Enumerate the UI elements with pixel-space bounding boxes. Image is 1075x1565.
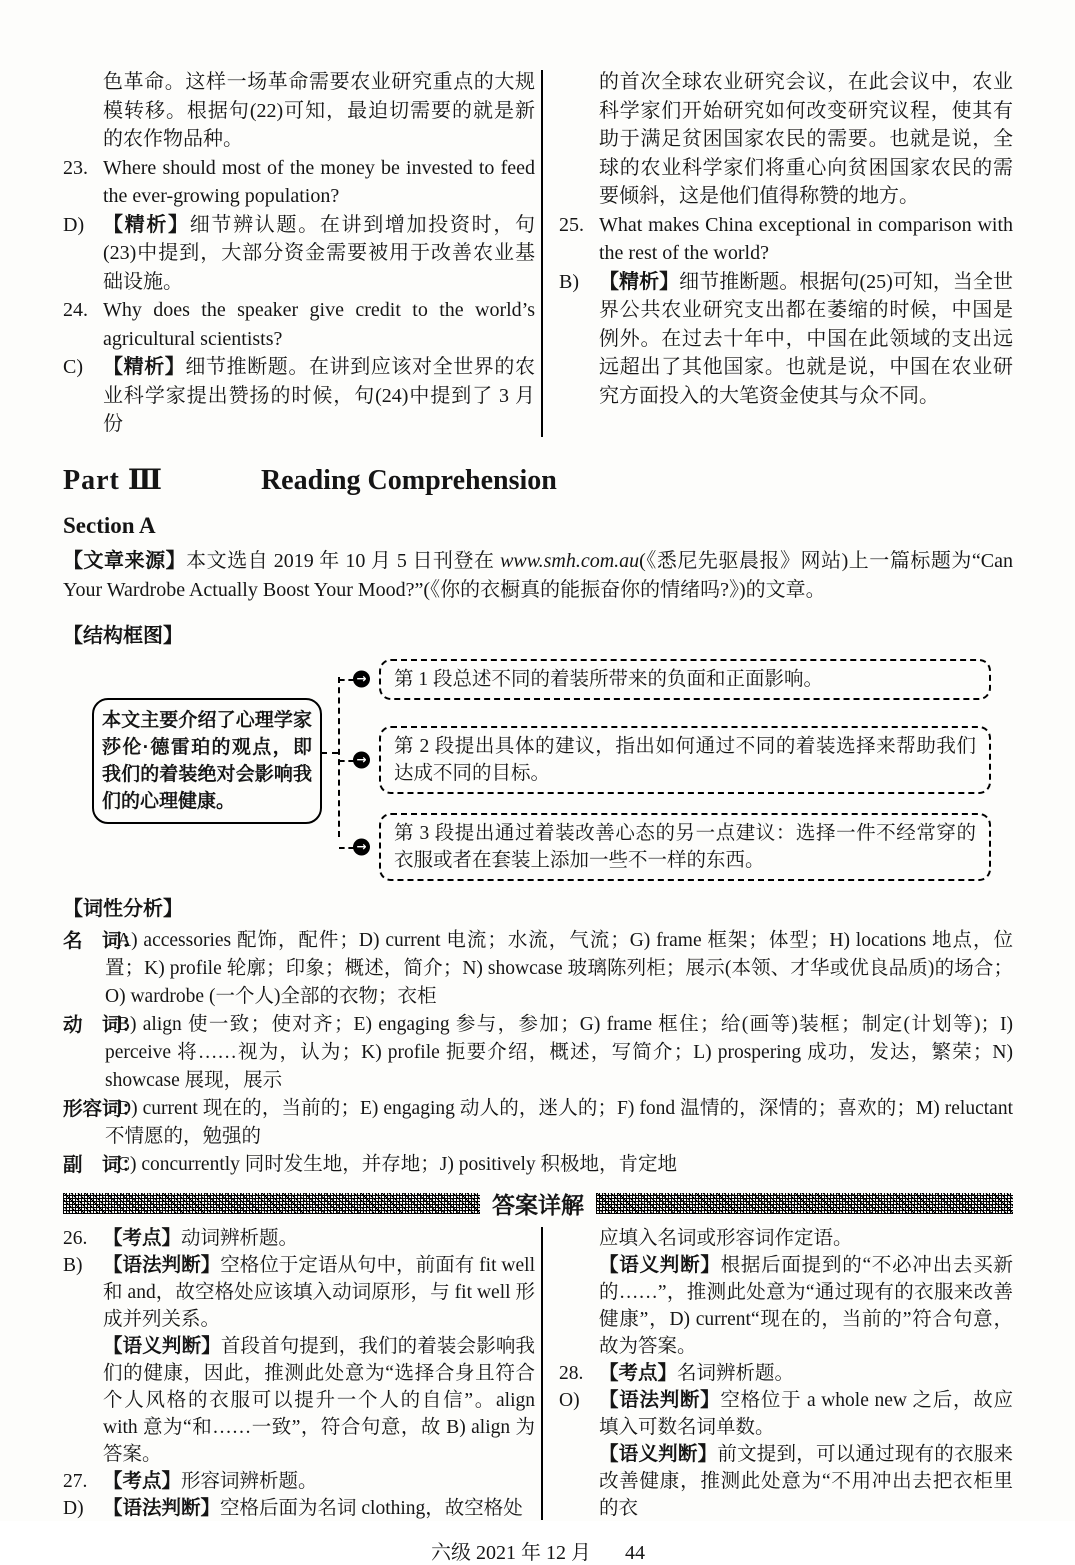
answer-paragraph: [63, 1495, 535, 1522]
item-number: C): [63, 356, 83, 378]
paragraph-text: 首段首句提到，我们的着装会影响我们的健康，因此，推测此处意为“选择合身且符合个人风格的衣服可以提升一个人的自信”。align with 意为“和……一致”，符合句意，故 B) align 为答案。: [103, 1335, 535, 1465]
pos-tag: 【词性分析】: [63, 897, 183, 920]
paragraph-text: 的首次全球农业研究会议，在此会议中，农业科学家们开始研究如何改变研究议程，使其有助于满足贫困国家农民的需要。也就是说，全球的农业科学家们将重心向贫困国家农民的需要倾斜，这是他们值得称赞的地方。: [599, 71, 1013, 207]
answer-paragraph: [63, 1468, 535, 1495]
paragraph-text: What makes China exceptional in comparison with the rest of the world?: [599, 213, 1013, 264]
answer-paragraph: [63, 353, 535, 439]
paragraph-text: 细节推断题。在讲到应该对全世界的农业科学家提出赞扬的时候，句(24)中提到了 3 月份: [103, 356, 536, 435]
footer-text: 六级 2021 年 12 月: [431, 1541, 591, 1564]
pos-text: D) current 现在的，当前的；E) engaging 动人的，迷人的；F) fond 温情的，深情的；喜欢的；M) reluctant 不情愿的，勉强的: [105, 1097, 1013, 1147]
analysis-label: 【语义判断】: [599, 1253, 721, 1276]
structure-tag: 【结构框图】: [63, 624, 183, 647]
answer-paragraph: [559, 1225, 1013, 1252]
paragraph-text: 根据后面提到的“不必冲出去买新的……”，推测此处意为“通过现有的衣服来改善健康”，D) current“现在的，当前的”符合句意，故为答案。: [599, 1254, 1013, 1357]
answers-left-column: [63, 1225, 535, 1522]
pos-label: 名 词：: [63, 929, 142, 952]
analysis-label: 【精析】: [103, 213, 190, 236]
source-text-post: (《悉尼先驱晨报》网站)上一篇标题为“Can Your Wardrobe Actually Boost Your Mood?”(《你的衣橱真的能振奋你的情绪吗?》)的文章。: [63, 549, 1014, 601]
analysis-label: 【考点】: [103, 1469, 182, 1492]
top-right-column: [559, 68, 1013, 439]
diagram-branch-box: [356, 726, 991, 794]
answers-banner-label: 答案详解: [492, 1191, 584, 1218]
answer-paragraph: [559, 1387, 1013, 1441]
answer-paragraph: [559, 1360, 1013, 1387]
hatch-bar-left: [63, 1193, 480, 1214]
pos-label: 副 词：: [63, 1153, 142, 1176]
analysis-label: 【语义判断】: [599, 1442, 718, 1465]
paragraph-text: 空格位于定语从句中，前面有 fit well 和 and，故空格处应该填入动词原形，与 fit well 形成并列关系。: [103, 1254, 535, 1330]
diagram-connector-line: [339, 679, 354, 681]
source-text-pre: 本文选自 2019 年 10 月 5 日刊登在: [186, 549, 501, 572]
paragraph-text: Why does the speaker give credit to the world’s agricultural scientists?: [103, 299, 535, 350]
arrow-bullet-icon: →: [353, 751, 370, 768]
analysis-label: 【语义判断】: [103, 1334, 221, 1357]
analysis-label: 【语法判断】: [599, 1388, 721, 1411]
pos-text: C) concurrently 同时发生地，并存地；J) positively 积极地，肯定地: [117, 1153, 678, 1175]
source-url: www.smh.com.au: [500, 549, 640, 572]
branch-text: 第 2 段提出具体的建议，指出如何通过不同的着装选择来帮助我们达成不同的目标。: [394, 735, 976, 784]
paragraph-text: 色革命。这样一场革命需要农业研究重点的大规模转移。根据句(22)可知，最迫切需要的就是新的农作物品种。: [103, 71, 535, 150]
paragraph-text: 名词辨析题。: [677, 1362, 795, 1384]
answer-paragraph: [63, 296, 535, 353]
diagram-branch-box: [356, 659, 991, 700]
part-title: Reading Comprehension: [260, 464, 557, 496]
pos-row: [63, 1095, 1013, 1151]
answer-paragraph: [559, 268, 1013, 411]
column-divider: [541, 1227, 543, 1520]
paragraph-text: 动词辨析题。: [181, 1227, 299, 1249]
structure-diagram: [63, 654, 1013, 878]
item-number: D): [63, 1497, 84, 1519]
pos-text: A) accessories 配饰，配件；D) current 电流；水流，气流；G) frame 框架；体型；H) locations 地点，位置；K) profile 轮廓；印象；概述，简介；N) showcase 玻璃陈列柜；展示(本领、才华或优良品质)的场合；O) wardrobe (一个人)全部的衣物；衣柜: [105, 929, 1013, 1007]
answer-paragraph: [63, 68, 535, 154]
paragraph-text: 前文提到，可以通过现有的衣服来改善健康，推测此处意为“不用冲出去把衣柜里的衣: [599, 1443, 1013, 1519]
analysis-label: 【语法判断】: [103, 1496, 221, 1519]
item-number: 24.: [63, 299, 88, 321]
article-source: [63, 547, 1013, 605]
answer-paragraph: [63, 154, 535, 211]
diagram-connector-line: [338, 677, 340, 837]
answer-paragraph: [559, 1252, 1013, 1360]
answer-paragraph: [559, 68, 1013, 211]
page-number: 44: [625, 1541, 645, 1564]
item-number: O): [559, 1389, 580, 1411]
arrow-bullet-icon: →: [353, 671, 370, 688]
item-number: D): [63, 213, 85, 236]
paragraph-text: 空格后面为名词 clothing，故空格处: [220, 1497, 523, 1519]
diagram-connector-line: [339, 760, 354, 762]
pos-label: 形容词：: [63, 1097, 142, 1120]
paragraph-text: 应填入名词或形容词作定语。: [599, 1227, 853, 1249]
part-heading: [63, 463, 1013, 497]
top-section: [63, 68, 1013, 439]
top-left-column: [63, 68, 535, 439]
item-number: B): [63, 1254, 83, 1276]
analysis-label: 【考点】: [599, 1361, 678, 1384]
arrow-bullet-icon: →: [353, 838, 370, 855]
branch-text: 第 1 段总述不同的着装所带来的负面和正面影响。: [394, 668, 824, 690]
item-number: B): [559, 270, 579, 293]
hatch-bar-right: [596, 1193, 1013, 1214]
paragraph-text: 细节推断题。根据句(25)可知，当全世界公共农业研究支出都在萎缩的时候，中国是例外。在过去十年中，中国在此领域的支出远远超出了其他国家。也就是说，中国在农业研究方面投入的大笔资金使其与众不同。: [599, 270, 1014, 407]
paragraph-text: 形容词辨析题。: [181, 1470, 318, 1492]
paragraph-text: 细节辨认题。在讲到增加投资时，句(23)中提到，大部分资金需要被用于改善农业基础设施。: [103, 213, 536, 293]
analysis-label: 【精析】: [599, 270, 680, 293]
paragraph-text: Where should most of the money be invested to feed the ever-growing population?: [103, 156, 535, 207]
analysis-label: 【考点】: [103, 1226, 182, 1249]
analysis-label: 【精析】: [103, 356, 186, 378]
answers-right-column: [559, 1225, 1013, 1522]
analysis-label: 【语法判断】: [103, 1253, 221, 1276]
column-divider: [541, 70, 543, 437]
diagram-summary-box: 本文主要介绍了心理学家莎伦·德雷珀的观点，即我们的着装绝对会影响我们的心理健康。: [92, 698, 322, 824]
pos-analysis: [63, 927, 1013, 1179]
pos-text: B) align 使一致；使对齐；E) engaging 参与，参加；G) frame 框住；给(画等)装框；制定(计划等)；I) perceive 将……视为，认为；K) profile 扼要介绍，概述，写简介；L) prospering 成功，发达，繁荣；N) showcase 展现，展示: [105, 1013, 1013, 1091]
paragraph-text: 空格位于 a whole new 之后，故应填入可数名词单数。: [599, 1389, 1013, 1438]
part-label: Part Ⅲ: [63, 464, 163, 496]
pos-row: [63, 1011, 1013, 1095]
answer-paragraph: [63, 1225, 535, 1252]
answer-paragraph: [559, 1441, 1013, 1522]
diagram-branch-box: [356, 813, 991, 881]
answers-section: [63, 1225, 1013, 1522]
source-tag: 【文章来源】: [63, 549, 187, 572]
page-footer: [63, 1536, 1013, 1565]
answer-paragraph: [63, 211, 535, 297]
item-number: 25.: [559, 213, 584, 236]
diagram-connector-line: [339, 847, 354, 849]
pos-row: [63, 1151, 1013, 1179]
answer-paragraph: [63, 1252, 535, 1333]
pos-row: [63, 927, 1013, 1011]
pos-label: 动 词：: [63, 1013, 142, 1036]
answers-banner: [63, 1191, 1013, 1216]
diagram-branches: [356, 654, 991, 881]
branch-text: 第 3 段提出通过着装改善心态的另一点建议：选择一件不经常穿的衣服或者在套装上添加一些不一样的东西。: [394, 822, 976, 871]
item-number: 28.: [559, 1362, 584, 1384]
section-heading: Section A: [63, 512, 156, 538]
answer-paragraph: [63, 1333, 535, 1468]
diagram-connector-line: [321, 752, 338, 754]
item-number: 26.: [63, 1227, 88, 1249]
item-number: 23.: [63, 156, 88, 179]
answer-paragraph: [559, 211, 1013, 268]
item-number: 27.: [63, 1470, 88, 1492]
